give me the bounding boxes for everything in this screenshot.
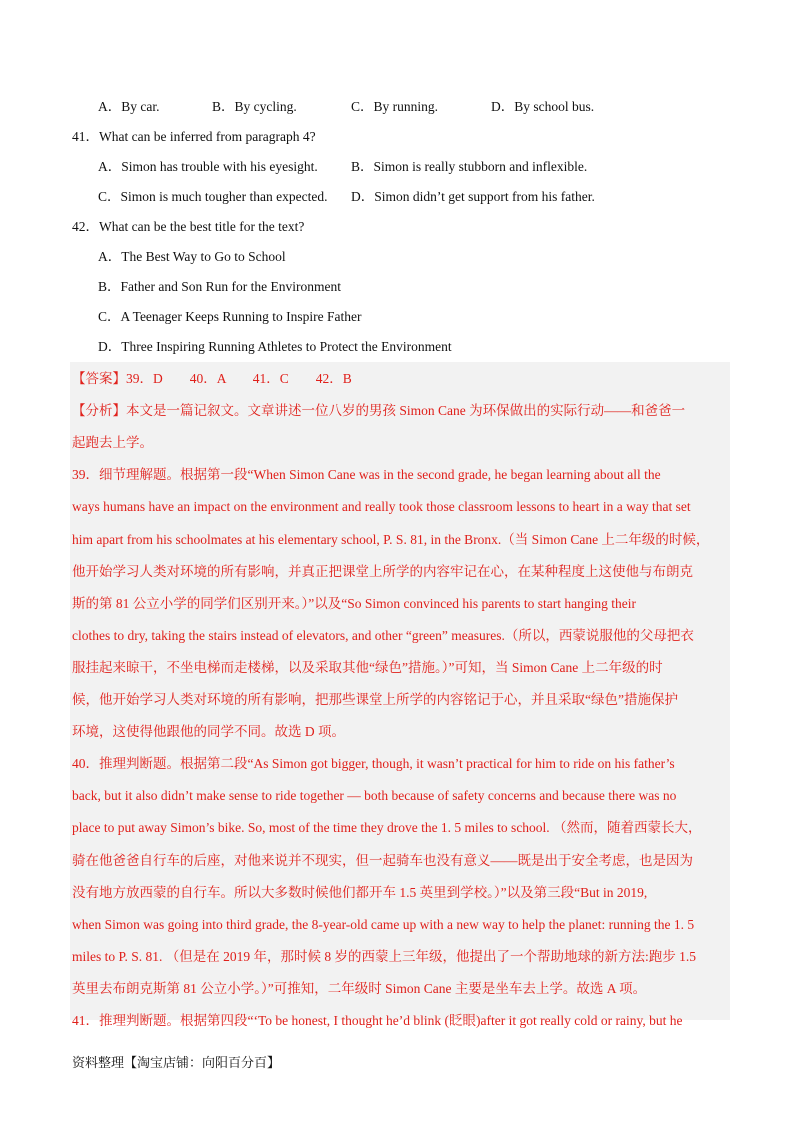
answer-line: clothes to dry, taking the stairs instead of elevators, and other “green” measures.（所以，西蒙说服他的父母把衣 bbox=[72, 627, 694, 643]
answer-line: 【分析】本文是一篇记叙文。文章讲述一位八岁的男孩 Simon Cane 为环保做出的实际行动——和爸爸一 bbox=[72, 403, 686, 419]
q42-option-c: C．A Teenager Keeps Running to Inspire Father bbox=[98, 309, 362, 324]
answer-line: miles to P. S. 81. （但是在 2019 年，那时候 8 岁的西蒙上三年级，他提出了一个帮助地球的新方法:跑步 1.5 bbox=[72, 948, 697, 964]
answer-line: place to put away Simon’s bike. So, most of the time they drove the 1. 5 miles to school. （然而，随着西蒙长大， bbox=[72, 820, 702, 836]
q42-option-a: A．The Best Way to Go to School bbox=[98, 249, 286, 264]
answer-line: 斯的第 81 公立小学的同学们区别开来。）”以及“So Simon convinced his parents to start hanging their bbox=[72, 595, 636, 611]
answer-line: when Simon was going into third grade, the 8-year-old came up with a new way to help the planet: running the 1. 5 bbox=[72, 916, 695, 932]
answer-line: 英里去布朗克斯第 81 公立小学。）”可推知，二年级时 Simon Cane 主要是坐车去上学。故选 A 项。 bbox=[72, 980, 647, 996]
answer-line: back, but it also didn’t make sense to ride together — both because of safety concerns and because there was no bbox=[72, 788, 677, 804]
q40-option-b: B．By cycling. bbox=[212, 99, 297, 114]
answer-line: him apart from his schoolmates at his elementary school, P. S. 81, in the Bronx.（当 Simon Cane 上二年级的时候， bbox=[72, 531, 710, 547]
answer-line: 没有地方放西蒙的自行车。所以大多数时候他们都开车 1.5 英里到学校。）”以及第三段“But in 2019, bbox=[72, 884, 648, 900]
answer-line: 39．细节理解题。根据第一段“When Simon Cane was in the second grade, he began learning about all the bbox=[72, 467, 661, 483]
answer-line: 骑在他爸爸自行车的后座，对他来说并不现实，但一起骑车也没有意义——既是出于安全考虑，也是因为 bbox=[72, 852, 693, 868]
q40-option-a: A．By car. bbox=[98, 99, 160, 114]
q41-option-d: D．Simon didn’t get support from his father. bbox=[351, 189, 595, 204]
q41-option-c: C．Simon is much tougher than expected. bbox=[98, 189, 328, 204]
answer-line: ways humans have an impact on the environment and really took those classroom lessons to heart in a way that set bbox=[72, 499, 691, 515]
answer-line: 服挂起来晾干，不坐电梯而走楼梯，以及采取其他“绿色”措施。）”可知，当 Simon Cane 上二年级的时 bbox=[72, 659, 663, 675]
q41-stem: 41．What can be inferred from paragraph 4? bbox=[72, 129, 316, 144]
q41-option-a: A．Simon has trouble with his eyesight. bbox=[98, 159, 318, 174]
answer-line: 候，他开始学习人类对环境的所有影响，把那些课堂上所学的内容铭记于心，并且采取“绿色”措施保护 bbox=[72, 692, 678, 707]
q42-option-b: B．Father and Son Run for the Environment bbox=[98, 279, 341, 294]
answer-line: 41．推理判断题。根据第四段“‘To be honest, I thought he’d blink (眨眼)after it got really cold or rainy, but he bbox=[72, 1013, 683, 1028]
answer-line: 环境，这使得他跟他的同学不同。故选 D 项。 bbox=[72, 724, 345, 740]
footer-source: 资料整理【淘宝店铺：向阳百分百】 bbox=[72, 1056, 281, 1071]
q40-option-c: C．By running. bbox=[351, 99, 439, 114]
q42-stem: 42．What can be the best title for the text? bbox=[72, 219, 305, 234]
answer-line: 【答案】39．D 40．A 41．C 42．B bbox=[72, 371, 352, 386]
q40-option-d: D．By school bus. bbox=[491, 99, 595, 114]
q42-option-d: D．Three Inspiring Running Athletes to Protect the Environment bbox=[98, 339, 452, 354]
q41-option-b: B．Simon is really stubborn and inflexible. bbox=[351, 159, 588, 174]
answer-line: 40．推理判断题。根据第二段“As Simon got bigger, though, it wasn’t practical for him to ride on his father’s bbox=[72, 756, 675, 772]
answer-line: 起跑去上学。 bbox=[72, 435, 153, 451]
answer-line: 他开始学习人类对环境的所有影响，并真正把课堂上所学的内容牢记在心，在某种程度上这使他与布朗克 bbox=[72, 563, 693, 579]
